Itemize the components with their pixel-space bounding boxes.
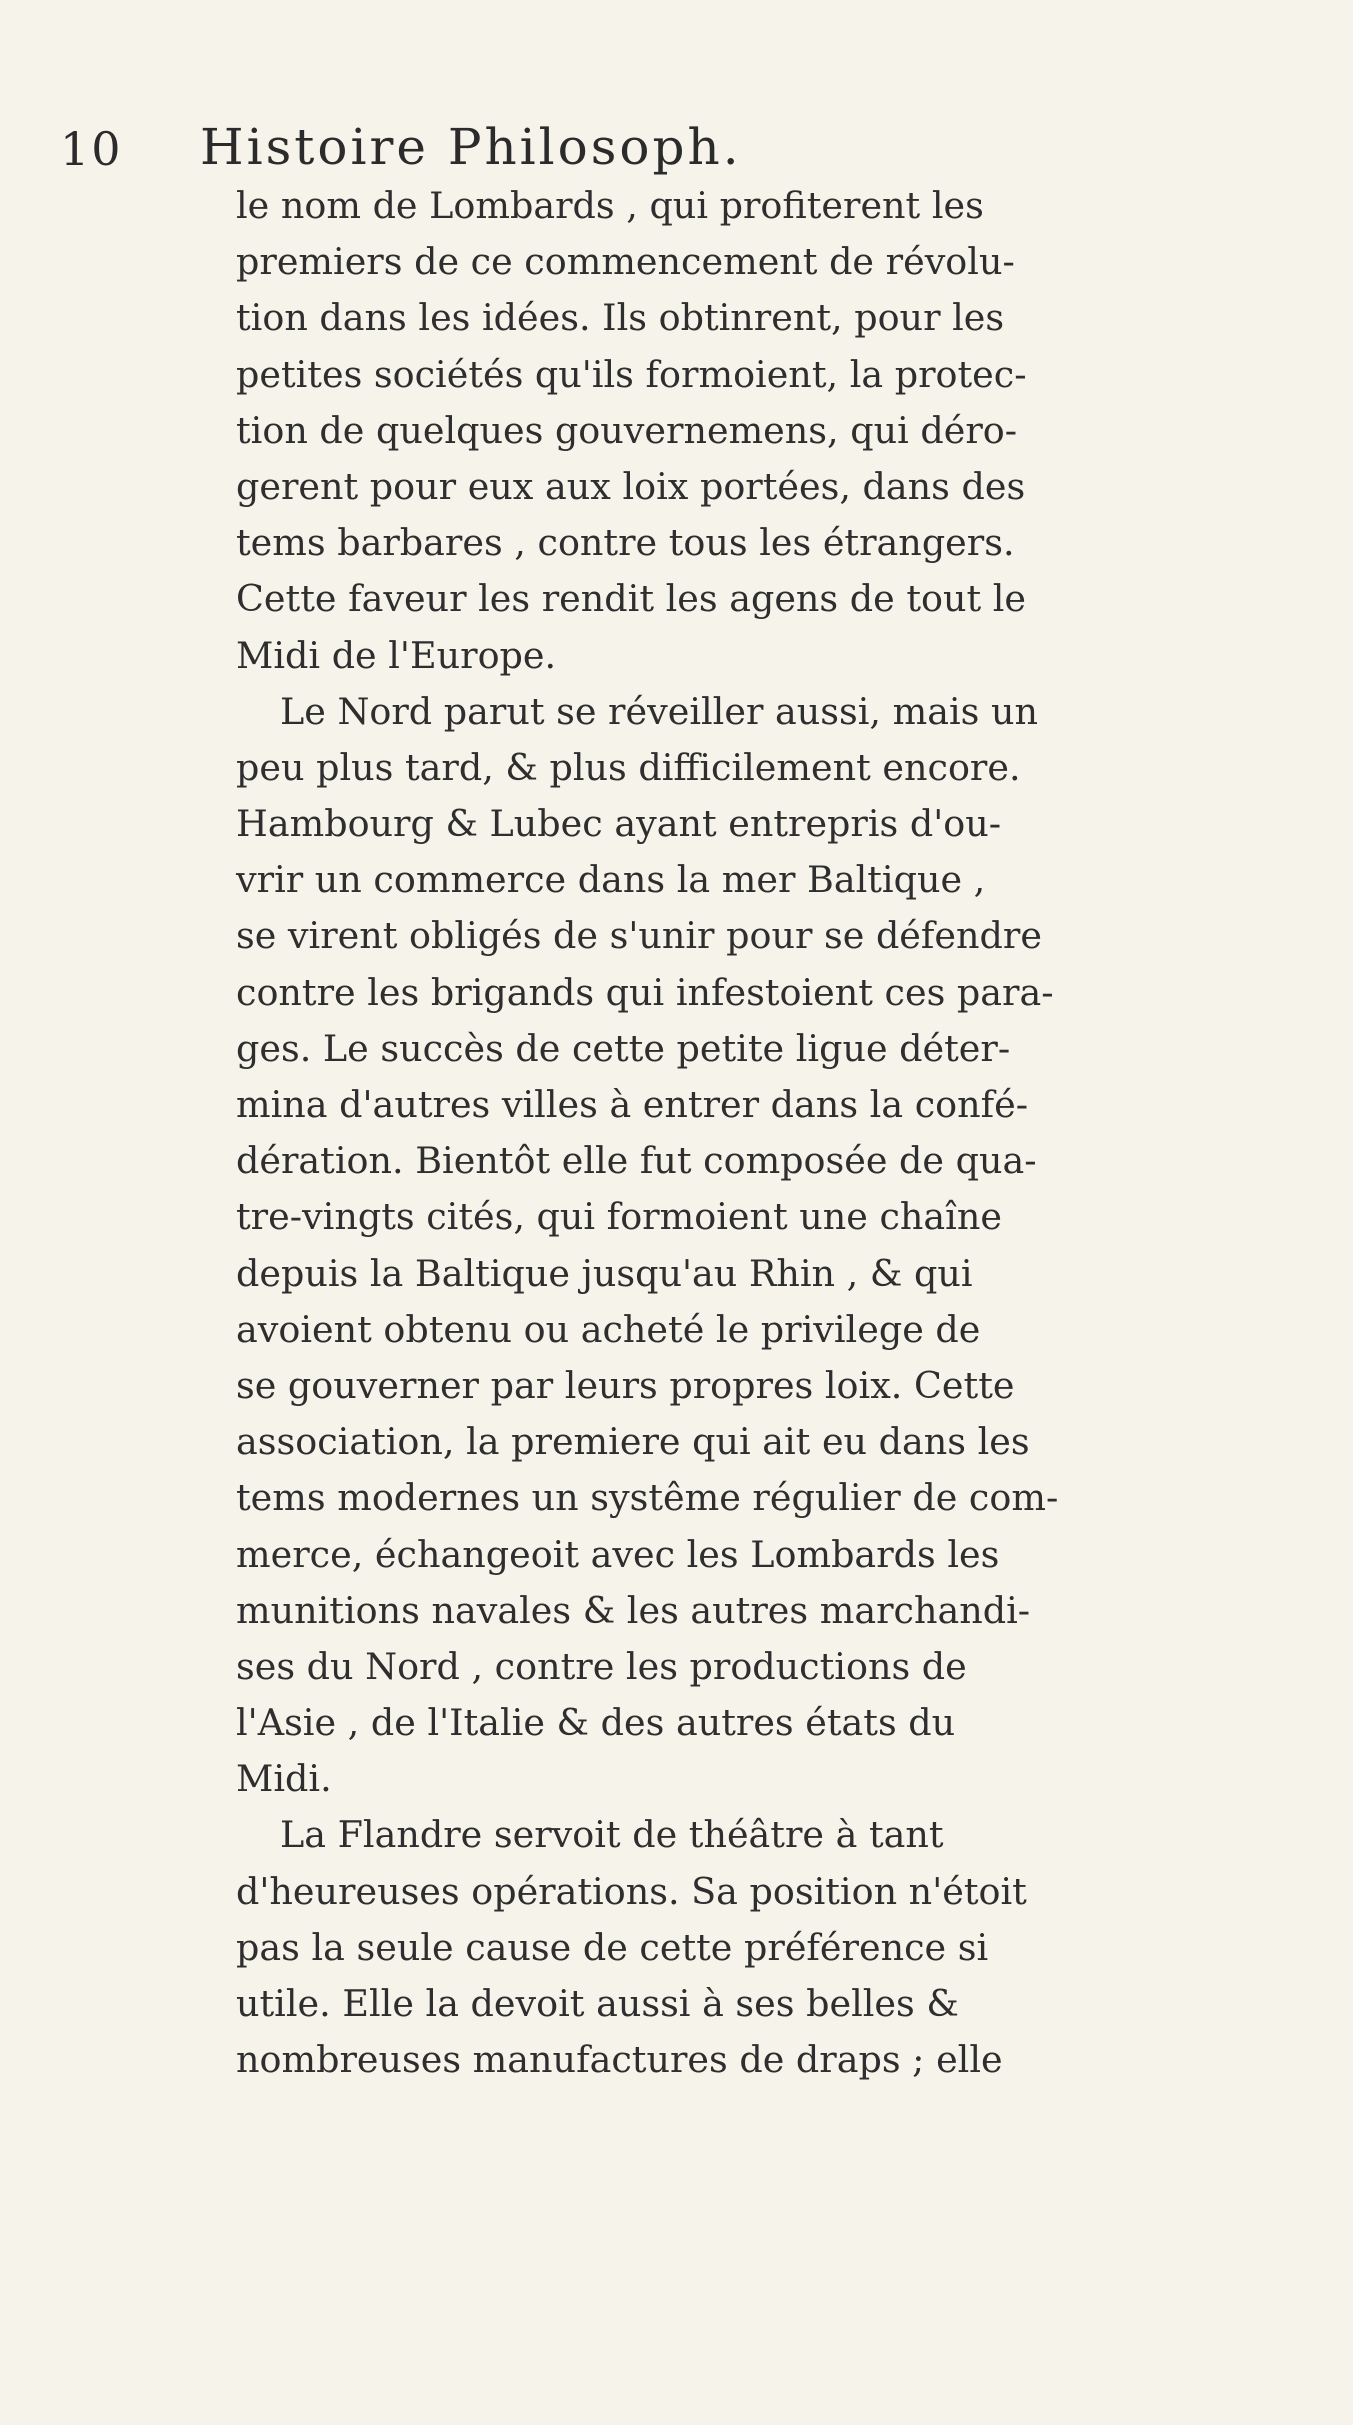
text-line: Cette faveur les rendit les agens de tout le <box>236 577 1027 621</box>
text-line: gerent pour eux aux loix portées, dans des <box>236 464 1026 508</box>
text-line: d'heureuses opérations. Sa position n'étoit <box>236 1869 1027 1913</box>
text-line: ses du Nord , contre les productions de <box>236 1644 967 1688</box>
paragraph-start-line: La Flandre servoit de théâtre à tant <box>280 1813 944 1857</box>
text-line: peu plus tard, & plus difficilement encore. <box>236 745 1021 789</box>
running-title: Histoire Philosoph. <box>200 118 742 176</box>
text-line: vrir un commerce dans la mer Baltique , <box>236 858 986 902</box>
page-number: 10 <box>60 122 123 176</box>
text-line: munitions navales & les autres marchandi- <box>236 1588 1031 1632</box>
text-line: mina d'autres villes à entrer dans la confé- <box>236 1083 1029 1126</box>
text-line: tion dans les idées. Ils obtinrent, pour les <box>236 296 1005 340</box>
text-line: tems modernes un systême régulier de com- <box>236 1476 1059 1520</box>
text-line: merce, échangeoit avec les Lombards les <box>236 1532 1000 1576</box>
text-line: Hambourg & Lubec ayant entrepris d'ou- <box>236 802 1002 846</box>
text-line: pas la seule cause de cette préférence si <box>236 1925 989 1969</box>
text-line: nombreuses manufactures de draps ; elle <box>236 2038 1003 2082</box>
text-line: tems barbares , contre tous les étrangers. <box>236 521 1015 565</box>
text-line: association, la premiere qui ait eu dans les <box>236 1420 1030 1464</box>
text-line: contre les brigands qui infestoient ces para- <box>236 970 1054 1014</box>
text-line: utile. Elle la devoit aussi à ses belles & <box>236 1982 959 2025</box>
text-line: ges. Le succès de cette petite ligue déter- <box>236 1026 1011 1070</box>
text-line: Midi. <box>236 1757 332 1801</box>
text-line: tion de quelques gouvernemens, qui déro- <box>236 408 1018 452</box>
body-text <box>236 178 1296 2088</box>
text-line: le nom de Lombards , qui profiterent les <box>236 184 984 227</box>
text-line: tre-vingts cités, qui formoient une chaîne <box>236 1195 1002 1239</box>
text-line: se gouverner par leurs propres loix. Cette <box>236 1363 1015 1407</box>
text-line: petites sociétés qu'ils formoient, la protec- <box>236 352 1027 396</box>
text-line: depuis la Baltique jusqu'au Rhin , & qui <box>236 1251 973 1295</box>
paragraph-start-line: Le Nord parut se réveiller aussi, mais un <box>280 689 1038 733</box>
text-line: avoient obtenu ou acheté le privilege de <box>236 1307 981 1351</box>
text-line: se virent obligés de s'unir pour se défendre <box>236 914 1042 958</box>
text-line: dération. Bientôt elle fut composée de qua- <box>236 1139 1037 1183</box>
text-line: Midi de l'Europe. <box>236 633 557 677</box>
text-line: l'Asie , de l'Italie & des autres états du <box>236 1701 956 1745</box>
text-line: premiers de ce commencement de révolu- <box>236 240 1015 284</box>
